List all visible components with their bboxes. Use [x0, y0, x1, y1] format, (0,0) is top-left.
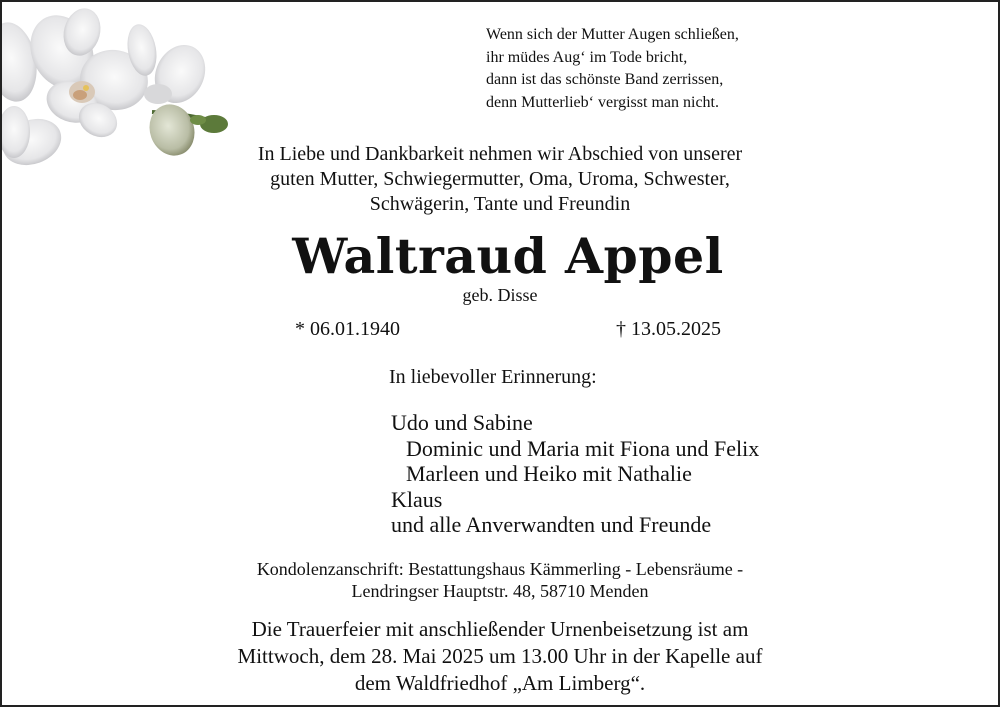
family-line: Marleen und Heiko mit Nathalie — [406, 461, 692, 486]
family-line: und alle Anverwandten und Freunde — [391, 512, 712, 537]
family-line: Klaus — [391, 486, 443, 512]
intro-line: guten Mutter, Schwiegermutter, Oma, Uroma, Schwester, — [270, 168, 730, 190]
funeral-service-info — [2, 616, 998, 697]
family-line: Udo und Sabine — [391, 410, 533, 435]
condolence-line: Kondolenzanschrift: Bestattungshaus Kämmerling - Lebensräume - — [256, 559, 744, 579]
birth-date: * 06.01.1940 — [295, 318, 400, 340]
poem — [486, 24, 739, 114]
intro-text — [2, 142, 998, 217]
poem-line: Wenn sich der Mutter Augen schließen, — [486, 26, 739, 43]
poem-line: ihr müdes Aug‘ im Tode bricht, — [486, 48, 688, 66]
poem-line: dann ist das schönste Band zerrissen, — [486, 71, 724, 88]
family-line: Dominic und Maria mit Fiona und Felix — [406, 435, 760, 461]
deceased-name: Waltraud Appel — [292, 227, 724, 285]
intro-line: Schwägerin, Tante und Freundin — [369, 193, 631, 215]
poem-line: denn Mutterlieb‘ vergisst man nicht. — [486, 93, 719, 111]
service-line: dem Waldfriedhof „Am Limberg“. — [354, 671, 646, 695]
condolence-address — [2, 558, 998, 602]
death-date: † 13.05.2025 — [616, 318, 721, 340]
family-list — [391, 410, 759, 538]
condolence-line: Lendringser Hauptstr. 48, 58710 Menden — [351, 581, 649, 601]
intro-line: In Liebe und Dankbarkeit nehmen wir Abschied von unserer — [257, 143, 743, 165]
service-line: Mittwoch, dem 28. Mai 2025 um 13.00 Uhr in der Kapelle auf — [237, 644, 763, 668]
memory-heading: In liebevoller Erinnerung: — [389, 366, 597, 388]
service-line: Die Trauerfeier mit anschließender Urnenbeisetzung ist am — [251, 617, 749, 641]
maiden-name: geb. Disse — [462, 285, 538, 305]
